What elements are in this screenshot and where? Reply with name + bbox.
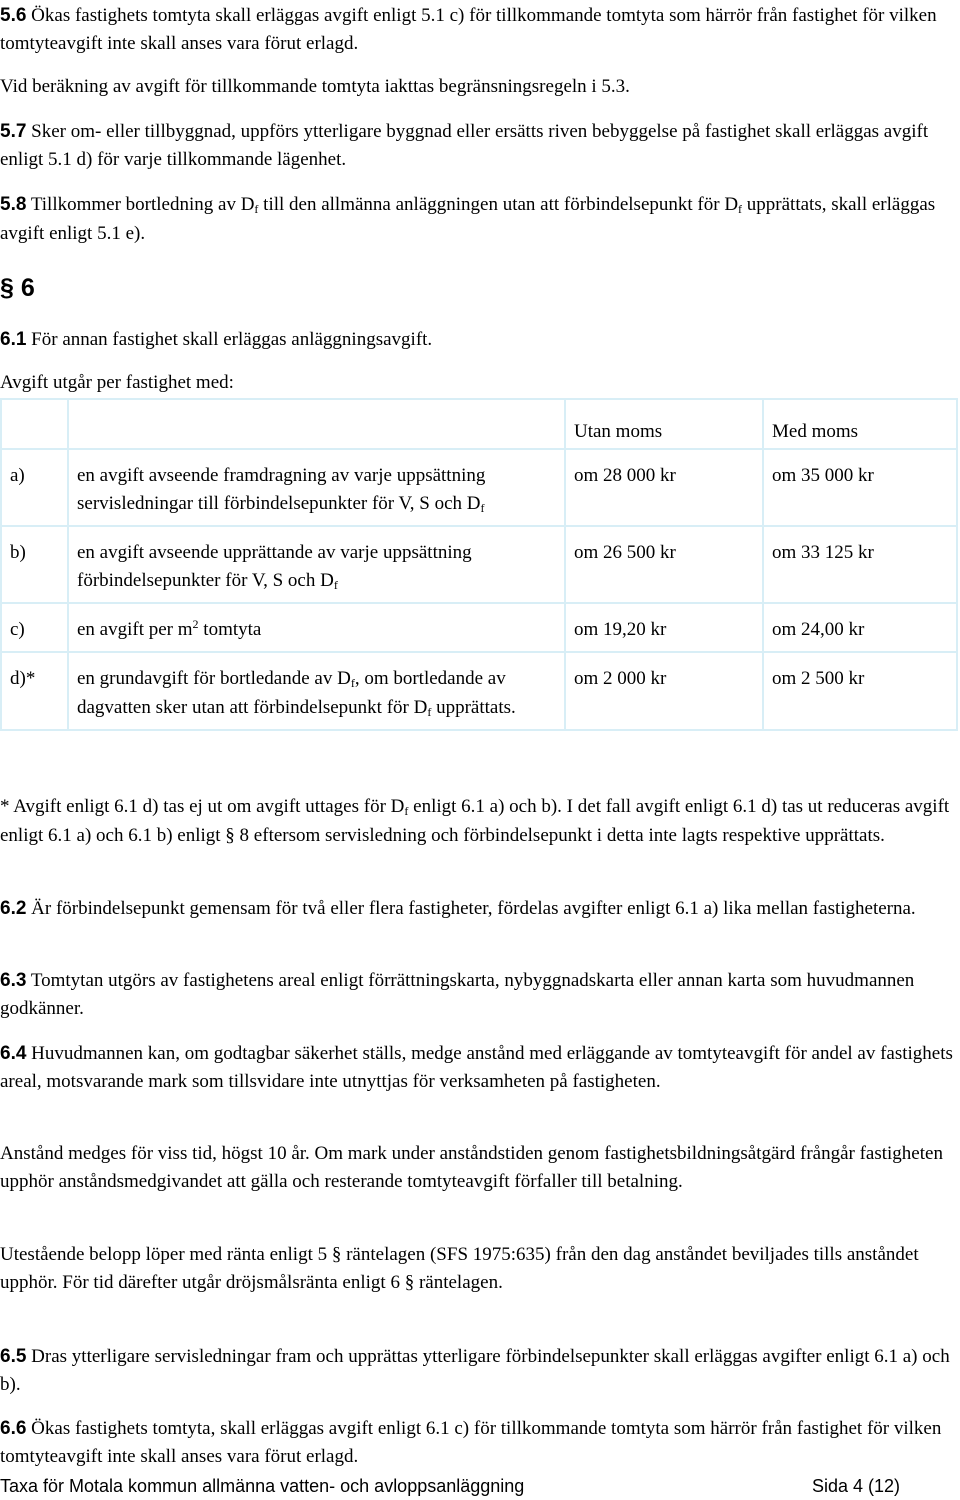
subscript: f (427, 705, 432, 719)
paragraph-text: Huvudmannen kan, om godtagbar säkerhet ställs, medge anstånd med erläggande av tomtyteavgift för andel av fastighets areal, motsvarande mark som tillsvidare inte utnyttjas för verksamheten på fastigheten. (0, 1043, 953, 1092)
paragraph-number: 6.3 (0, 970, 27, 991)
paragraph-6-5 (0, 1343, 960, 1399)
footnote-text: enligt 6.1 a) och b). I det fall avgift enligt 6.1 d) tas ut reduceras avgift enligt 6.1 a) och 6.1 b) enligt § 8 eftersom servisledning och förbindelsepunkt i detta inte lagts respektive upprättats. (0, 796, 950, 846)
description-text: en avgift per m (77, 619, 193, 640)
paragraph-text: Tillkommer bortledning av D (26, 194, 255, 215)
paragraph-6-2 (0, 895, 960, 923)
header-utan-moms: Utan moms (565, 399, 763, 449)
subscript: f (404, 804, 409, 818)
paragraph-6-4 (0, 1040, 960, 1096)
table-cell (68, 399, 565, 449)
paragraph-number: 5.7 (0, 121, 27, 142)
table-cell (1, 399, 68, 449)
subscript: f (738, 202, 743, 216)
amount-med-moms: om 2 500 kr (763, 652, 957, 730)
section-heading (0, 268, 35, 308)
row-label: d)* (1, 652, 68, 730)
paragraph-5-6-note: Vid beräkning av avgift för tillkommande tomtyta iakttas begränsningsregeln i 5.3. (0, 76, 630, 97)
description-text: en avgift avseende upprättande av varje uppsättning förbindelsepunkter för V, S och D (77, 542, 472, 591)
paragraph-5-6 (0, 2, 960, 58)
subscript: f (350, 676, 355, 690)
page-number: Sida 4 (12) (811, 1476, 900, 1496)
paragraph-text: För annan fastighet skall erläggas anläggningsavgift. (26, 329, 433, 350)
paragraph-text: till den allmänna anläggningen utan att förbindelsepunkt för D (258, 194, 739, 215)
paragraph-number: 6.5 (0, 1346, 27, 1367)
table-row (1, 526, 957, 603)
amount-med-moms: om 24,00 kr (763, 603, 957, 652)
amount-utan-moms: om 19,20 kr (565, 603, 763, 652)
paragraph-number: 6.6 (0, 1418, 27, 1439)
footer-title: Taxa för Motala kommun allmänna vatten- och avloppsanläggning (0, 1476, 525, 1496)
header-med-moms: Med moms (763, 399, 957, 449)
table-row (1, 449, 957, 526)
description-text: en avgift avseende framdragning av varje uppsättning servisledningar till förbindelsepunkter för V, S och D (77, 465, 486, 514)
superscript: 2 (192, 617, 199, 631)
paragraph-text: Sker om- eller tillbyggnad, uppförs ytterligare byggnad eller ersätts riven bebyggelse på fastighet skall erläggas avgift enligt 5.1 d) för varje tillkommande lägenhet. (0, 121, 929, 170)
paragraph-6-4-ranta: Utestående belopp löper med ränta enligt 5 § räntelagen (SFS 1975:635) från den dag anståndet beviljades tills anståndet upphör. För tid därefter utgår dröjsmålsränta enligt 6 § räntelagen. (0, 1244, 919, 1293)
paragraph-text: Ökas fastighets tomtyta, skall erläggas avgift enligt 6.1 c) för tillkommande tomtyta som härrör från fastighet för vilken tomtyteavgift inte skall anses vara förut erlagd. (0, 1418, 942, 1467)
paragraph-6-3 (0, 967, 960, 1023)
description-text: , om bortledande av dagvatten sker utan att förbindelsepunkt för D (77, 668, 506, 718)
subscript: f (254, 202, 259, 216)
amount-med-moms: om 35 000 kr (763, 449, 957, 526)
amount-utan-moms: om 26 500 kr (565, 526, 763, 603)
table-header-row (1, 399, 957, 449)
row-description (68, 603, 565, 652)
row-label: a) (1, 449, 68, 526)
fee-intro: Avgift utgår per fastighet med: (0, 372, 234, 393)
description-text: upprättats. (431, 697, 516, 718)
footnote-text: * Avgift enligt 6.1 d) tas ej ut om avgift uttages för D (0, 796, 405, 817)
paragraph-6-1 (0, 326, 960, 354)
row-description (68, 449, 565, 526)
paragraph-5-7 (0, 118, 960, 174)
paragraph-text: Dras ytterligare servisledningar fram och upprättas ytterligare förbindelsepunkter skall erläggas avgifter enligt 6.1 a) och b). (0, 1346, 950, 1395)
paragraph-text: upprättats, skall erläggas avgift enligt 5.1 e). (0, 194, 936, 244)
fee-table (0, 398, 958, 731)
row-description (68, 526, 565, 603)
section-symbol: § (0, 274, 14, 302)
paragraph-6-6 (0, 1415, 960, 1471)
description-text: tomtyta (198, 619, 262, 640)
table-row (1, 603, 957, 652)
paragraph-number: 6.1 (0, 329, 27, 350)
paragraph-6-4-anstand: Anstånd medges för viss tid, högst 10 år. Om mark under anståndstiden genom fastighetsbildningsåtgärd frångår fastigheten upphör anståndsmedgivandet att gälla och resterande tomtyteavgift förfaller till betalning. (0, 1143, 943, 1192)
paragraph-number: 5.8 (0, 194, 27, 215)
paragraph-number: 6.4 (0, 1043, 27, 1064)
page-footer (0, 1474, 900, 1498)
paragraph-text: Tomtytan utgörs av fastighetens areal enligt förrättningskarta, nybyggnadskarta eller annan karta som huvudmannen godkänner. (0, 970, 915, 1019)
amount-utan-moms: om 2 000 kr (565, 652, 763, 730)
paragraph-text: Ökas fastighets tomtyta skall erläggas avgift enligt 5.1 c) för tillkommande tomtyta som härrör från fastighet för vilken tomtyteavgift inte skall anses vara förut erlagd. (0, 5, 937, 54)
section-number: 6 (20, 274, 35, 302)
table-row (1, 652, 957, 730)
paragraph-number: 6.2 (0, 898, 27, 919)
paragraph-number: 5.6 (0, 5, 27, 26)
paragraph-text: Är förbindelsepunkt gemensam för två eller flera fastigheter, fördelas avgifter enligt 6.1 a) lika mellan fastigheterna. (26, 898, 916, 919)
subscript: f (480, 501, 485, 515)
paragraph-5-8 (0, 191, 960, 248)
description-text: en grundavgift för bortledande av D (77, 668, 351, 689)
amount-utan-moms: om 28 000 kr (565, 449, 763, 526)
subscript: f (333, 578, 338, 592)
row-label: b) (1, 526, 68, 603)
amount-med-moms: om 33 125 kr (763, 526, 957, 603)
footnote (0, 793, 960, 850)
row-description (68, 652, 565, 730)
row-label: c) (1, 603, 68, 652)
